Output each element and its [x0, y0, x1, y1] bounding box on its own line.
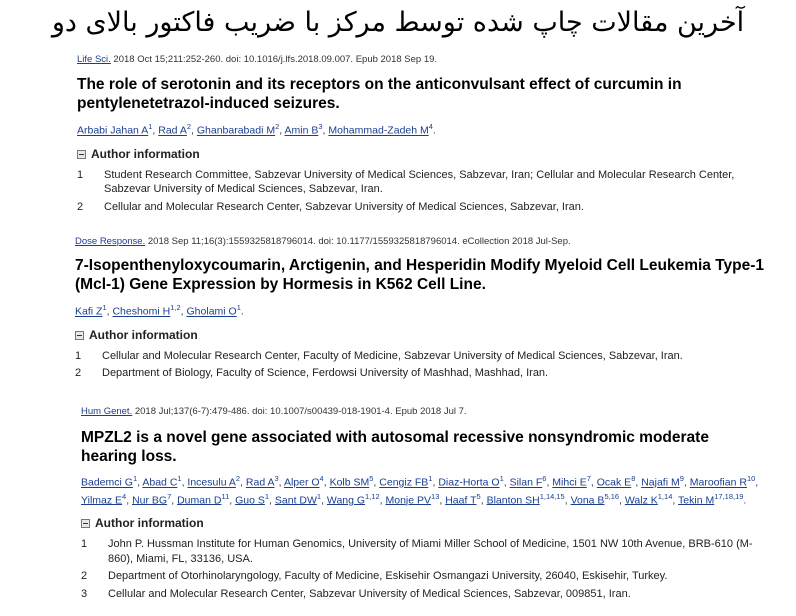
affiliation-marker: 1	[428, 474, 433, 483]
author-separator: ,	[755, 476, 759, 489]
affiliation-marker: 1,2	[170, 303, 181, 312]
affiliation-marker: 1	[132, 474, 138, 483]
author-link[interactable]: Kafi Z	[75, 305, 103, 318]
author-link[interactable]: Incesulu A	[187, 476, 236, 489]
article-title: 7-Isopenthenyloxycoumarin, Arctigenin, and Hesperidin Modify Myeloid Cell Leukemia Type-1 (Mcl-1) Gene Expression by Hormesis in K562 Cell Line.	[75, 257, 765, 293]
author-link[interactable]: Mihci E	[552, 476, 587, 489]
affiliation-marker: 1	[264, 491, 270, 501]
affiliation-marker: 1,14	[657, 491, 673, 501]
article-title: The role of serotonin and its receptors on the anticonvulsant effect of curcumin in pentylenetetrazol-induced seizures.	[77, 76, 682, 112]
affiliation-number: 2	[75, 367, 82, 379]
citation	[81, 406, 766, 418]
affiliation-item	[75, 366, 782, 381]
affiliation-number: 1	[81, 538, 88, 550]
affiliation-item	[77, 168, 770, 197]
author-information-toggle[interactable]	[75, 328, 782, 343]
author-separator: ,	[323, 476, 330, 489]
author-link[interactable]: Sant DW	[274, 494, 317, 506]
affiliation-marker: 11	[221, 491, 230, 501]
author-link[interactable]: Monje PV	[385, 494, 432, 506]
affiliation-list	[81, 537, 766, 601]
author-link[interactable]: Rad A	[158, 124, 187, 137]
author-separator: ,	[590, 476, 597, 489]
affiliation-marker: 8	[631, 474, 636, 483]
affiliation-marker: 1	[148, 122, 153, 131]
author-list	[81, 472, 766, 507]
author-separator: ,	[379, 494, 386, 506]
author-link[interactable]: Wang G	[326, 494, 366, 506]
author-link[interactable]: Ocak E	[596, 476, 632, 489]
affiliation-list	[75, 349, 782, 381]
affiliation-marker: 7	[586, 474, 591, 483]
author-separator: ,	[546, 476, 553, 489]
author-link[interactable]: Amin B	[284, 124, 319, 137]
collapse-minus-icon[interactable]	[75, 331, 84, 340]
affiliation-marker: 2	[235, 474, 241, 483]
collapse-minus-icon[interactable]	[81, 519, 90, 528]
author-separator: ,	[635, 476, 642, 489]
author-information-label: Author information	[89, 327, 198, 342]
affiliation-marker: 2	[275, 122, 280, 131]
author-link[interactable]: Duman D	[177, 494, 222, 506]
journal-link[interactable]: Life Sci.	[77, 54, 111, 65]
affiliation-marker: 13	[431, 491, 440, 501]
affiliation-text: Cellular and Molecular Research Center, Sabzevar University of Medical Sciences, Sabzevar, 009851, Iran.	[108, 587, 631, 600]
author-separator: ,	[278, 476, 284, 489]
author-link[interactable]: Najafi M	[641, 476, 680, 489]
author-separator: ,	[480, 494, 487, 506]
affiliation-item	[77, 200, 770, 215]
author-link[interactable]: Blanton SH	[486, 494, 540, 506]
affiliation-item	[81, 569, 766, 584]
affiliation-marker: 1,14,15	[539, 491, 565, 501]
author-separator: ,	[137, 476, 143, 489]
affiliation-text: Cellular and Molecular Research Center, Sabzevar University of Medical Sciences, Sabzevar, Iran.	[104, 200, 584, 213]
author-separator: ,	[672, 494, 679, 506]
affiliation-marker: 1	[316, 491, 322, 501]
citation-details: 2018 Jul;137(6-7):479-486. doi: 10.1007/s00439-018-1901-4. Epub 2018 Jul 7.	[132, 406, 467, 417]
author-separator: ,	[432, 476, 439, 489]
author-separator: ,	[106, 305, 113, 318]
affiliation-item	[81, 587, 766, 602]
author-link[interactable]: Tekin M	[678, 494, 715, 506]
author-link[interactable]: Alper O	[283, 476, 320, 489]
author-separator: .	[432, 124, 436, 137]
author-link[interactable]: Walz K	[624, 494, 658, 506]
author-link[interactable]: Haaf T	[445, 494, 477, 506]
author-separator: ,	[191, 124, 197, 137]
author-separator: ,	[269, 494, 275, 506]
journal-link[interactable]: Dose Response.	[75, 236, 146, 247]
affiliation-text: Department of Otorhinolaryngology, Faculty of Medicine, Eskisehir Osmangazi University, 26040, Eskisehir, Turkey.	[108, 570, 668, 582]
affiliation-text: Student Research Committee, Sabzevar University of Medical Sciences, Sabzevar, Iran; Cellular and Molecular Research Center, Sabzevar University of Medical Sciences, Sabzevar, Iran.	[104, 168, 735, 195]
affiliation-text: Cellular and Molecular Research Center, Faculty of Medicine, Sabzevar University of Medical Sciences, Sabzevar, Iran.	[102, 349, 683, 362]
author-information-label: Author information	[95, 516, 204, 530]
author-list	[77, 120, 770, 138]
author-link[interactable]: Silan F	[509, 476, 543, 489]
author-link[interactable]: Mohammad-Zadeh M	[328, 124, 429, 137]
affiliation-marker: 6	[542, 474, 547, 483]
affiliation-marker: 17,18,19	[714, 491, 744, 501]
affiliation-marker: 2	[186, 122, 192, 131]
affiliation-marker: 1	[177, 474, 182, 483]
author-link[interactable]: Arbabi Jahan A	[77, 124, 149, 137]
author-link[interactable]: Vona B	[570, 494, 605, 506]
author-link[interactable]: Guo S	[235, 494, 265, 506]
citation-details: 2018 Sep 11;16(3):1559325818796014. doi: 10.1177/1559325818796014. eCollection 2018 Jul-Sep.	[145, 236, 571, 247]
affiliation-number: 1	[75, 349, 82, 362]
affiliation-number: 1	[77, 168, 84, 181]
author-separator: ,	[503, 476, 510, 489]
affiliation-marker: 3	[318, 122, 323, 131]
author-link[interactable]: Yilmaz E	[81, 494, 123, 506]
article-title: MPZL2 is a novel gene associated with autosomal recessive nonsyndromic moderate hearing loss.	[81, 429, 709, 465]
affiliation-marker: 10	[746, 474, 756, 483]
author-separator: ,	[152, 124, 159, 137]
affiliation-number: 3	[81, 587, 88, 600]
collapse-minus-icon[interactable]	[77, 150, 86, 159]
author-link[interactable]: Abad C	[142, 476, 178, 489]
citation	[75, 236, 782, 248]
author-separator: ,	[229, 494, 236, 506]
affiliation-item	[81, 537, 766, 566]
article-3	[0, 406, 796, 604]
author-link[interactable]: Rad A	[245, 476, 275, 489]
author-link[interactable]: Nur BG	[132, 494, 168, 506]
author-link[interactable]: Ghanbarabadi M	[196, 124, 276, 137]
affiliation-list	[77, 168, 770, 215]
affiliation-number: 2	[81, 570, 88, 582]
author-separator: ,	[240, 476, 246, 489]
affiliation-marker: 1,12	[365, 491, 380, 501]
author-separator: ,	[373, 476, 380, 489]
author-separator: ,	[619, 494, 625, 506]
author-separator: ,	[683, 476, 690, 489]
affiliation-text: John P. Hussman Institute for Human Genomics, University of Miami Miller School of Medicine, 1501 NW 10th Avenue, BRB-610 (M-860), Miami, FL, 33136, USA.	[108, 538, 753, 565]
affiliation-marker: 3	[274, 474, 279, 483]
affiliation-marker: 4	[319, 474, 324, 483]
article-2	[0, 236, 796, 384]
author-separator: ,	[181, 476, 188, 489]
citation-details: 2018 Oct 15;211:252-260. doi: 10.1016/j.lfs.2018.09.007. Epub 2018 Sep 19.	[110, 54, 438, 65]
affiliation-marker: 1	[102, 303, 107, 312]
affiliation-marker: 5	[369, 474, 374, 483]
author-link[interactable]: Maroofian R	[689, 476, 747, 489]
author-separator: ,	[322, 124, 329, 137]
journal-link[interactable]: Hum Genet.	[81, 406, 133, 417]
affiliation-item	[75, 349, 782, 364]
author-separator: ,	[321, 494, 327, 506]
author-link[interactable]: Cengiz FB	[379, 476, 429, 489]
author-link[interactable]: Bademci G	[81, 476, 133, 489]
author-separator: ,	[279, 124, 285, 137]
affiliation-marker: 1	[236, 303, 241, 312]
author-separator: ,	[439, 494, 446, 506]
author-separator: .	[743, 494, 747, 506]
article-1	[0, 54, 796, 217]
affiliation-marker: 9	[679, 474, 684, 483]
author-information-label: Author information	[91, 146, 200, 161]
author-separator: .	[240, 305, 244, 318]
author-separator: ,	[126, 494, 133, 506]
author-separator: ,	[564, 494, 571, 506]
author-link[interactable]: Kolb SM	[329, 476, 370, 489]
author-list	[75, 301, 782, 319]
affiliation-marker: 4	[428, 122, 433, 131]
affiliation-marker: 5,16	[604, 491, 620, 501]
author-separator: ,	[180, 305, 187, 318]
affiliation-marker: 4	[122, 491, 127, 501]
affiliation-text: Department of Biology, Faculty of Science, Ferdowsi University of Mashhad, Mashhad, Iran.	[102, 367, 549, 379]
affiliation-marker: 1	[499, 474, 504, 483]
citation	[77, 54, 770, 66]
author-separator: ,	[171, 494, 178, 506]
author-information-toggle[interactable]	[81, 516, 766, 531]
author-link[interactable]: Diaz-Horta O	[438, 476, 500, 489]
affiliation-number: 2	[77, 200, 84, 213]
author-information-toggle[interactable]	[77, 147, 770, 162]
affiliation-marker: 5	[476, 491, 481, 501]
slide-title: آخرین مقالات چاپ شده توسط مرکز با ضریب فاکتور بالای دو	[51, 7, 745, 38]
author-link[interactable]: Cheshomi H	[112, 305, 171, 318]
affiliation-marker: 7	[167, 491, 172, 501]
author-link[interactable]: Gholami O	[186, 305, 237, 318]
